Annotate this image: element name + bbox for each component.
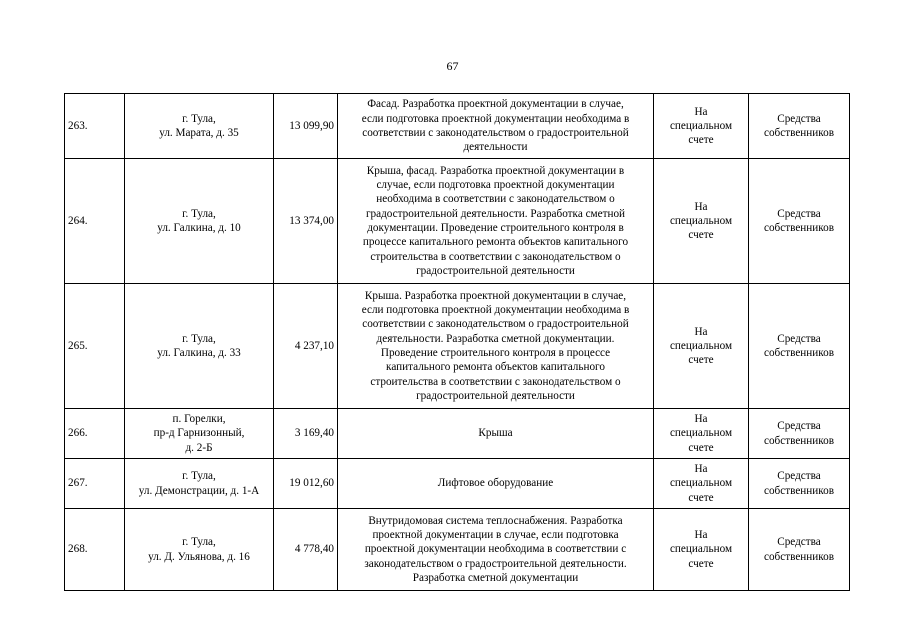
funding-source-cell [749, 159, 850, 284]
account-cell [654, 284, 749, 409]
funding-source-cell [749, 284, 850, 409]
funding-source-cell-line: собственников [764, 222, 834, 234]
account-cell-line: специальном [669, 427, 733, 440]
work-description-cell-line: Лифтовое оборудование [437, 477, 554, 490]
work-description-cell-line: проектной документации необходима в соответствии с [364, 543, 627, 556]
page-number: 67 [446, 59, 459, 73]
work-description-cell-line: проектной документации в случае, если подготовка [372, 529, 619, 542]
work-description-cell-line: документации. Проведение строительного контроля в [367, 222, 624, 234]
funding-source-cell [749, 94, 850, 159]
work-description-cell-line: градостроительной деятельности [416, 389, 575, 402]
account-cell-line: На [694, 325, 708, 338]
account-cell [654, 459, 749, 509]
address-cell-line: ул. Марата, д. 35 [159, 127, 239, 139]
work-description-cell [338, 459, 654, 509]
work-description-cell-line: если подготовка проектной документации необходима в [361, 112, 630, 125]
address-cell-line: ул. Галкина, д. 10 [157, 222, 241, 234]
funding-source-cell-line: собственников [764, 484, 834, 497]
address-cell [125, 94, 274, 159]
address-cell [125, 509, 274, 591]
sum-cell: 13 374,00 [274, 159, 338, 284]
account-cell-line: счете [688, 557, 714, 570]
table-row [65, 284, 850, 409]
work-description-cell-line: Крыша [478, 427, 513, 440]
work-description-cell-line: градостроительной деятельности. Разработка сметной [365, 207, 626, 220]
address-cell-line: д. 2-Б [185, 441, 213, 454]
funding-source-cell-line: собственников [764, 434, 834, 447]
funding-source-cell [749, 459, 850, 509]
address-cell-line: г. Тула, [182, 470, 216, 483]
account-cell [654, 509, 749, 591]
address-cell-line: г. Тула, [182, 112, 216, 125]
account-cell-line: На [694, 463, 708, 476]
address-cell [125, 284, 274, 409]
work-description-cell [338, 509, 654, 591]
table-row [65, 159, 850, 284]
row-number-cell: 263. [65, 94, 125, 159]
work-description-cell-line: строительства в соответствии с законодательством о [370, 250, 621, 263]
address-cell-line: п. Горелки, [172, 413, 226, 426]
work-description-cell-line: Крыша. Разработка проектной документации в случае, [364, 289, 627, 302]
funding-source-cell-line: собственников [764, 127, 834, 139]
funding-source-cell-line: Средства [777, 207, 821, 220]
account-cell-line: счете [688, 134, 714, 147]
address-cell [125, 159, 274, 284]
address-cell-line: пр-д Гарнизонный, [153, 427, 245, 440]
account-cell-line: специальном [669, 119, 733, 132]
work-description-cell-line: законодательством о градостроительной деятельности. [364, 557, 627, 570]
funding-source-cell-line: собственников [764, 347, 834, 359]
work-description-cell [338, 409, 654, 459]
work-description-cell-line: Проведение строительного контроля в процессе [380, 347, 611, 359]
account-cell-line: специальном [669, 543, 733, 556]
account-cell-line: На [694, 529, 708, 542]
work-description-cell-line: Разработка сметной документации [412, 571, 579, 584]
work-description-cell-line: деятельности [463, 141, 528, 154]
account-cell-line: На [694, 413, 708, 426]
address-cell-line: г. Тула, [182, 332, 216, 345]
table-row [65, 459, 850, 509]
account-cell-line: счете [688, 354, 714, 367]
account-cell-line: счете [688, 229, 714, 242]
work-description-cell [338, 284, 654, 409]
address-cell-line: ул. Демонстрации, д. 1-А [138, 484, 260, 497]
account-cell-line: счете [688, 491, 714, 504]
work-description-cell-line: строительства в соответствии с законодательством о [370, 375, 621, 388]
registry-table-body [65, 94, 850, 591]
account-cell [654, 94, 749, 159]
table-row [65, 509, 850, 591]
work-description-cell-line: Внутридомовая система теплоснабжения. Разработка [368, 514, 623, 527]
row-number-cell: 267. [65, 459, 125, 509]
work-description-cell-line: необходима в соответствии с законодательством о [376, 193, 615, 206]
funding-source-cell-line: Средства [777, 420, 821, 433]
sum-cell: 4 778,40 [274, 509, 338, 591]
work-description-cell-line: градостроительной деятельности [416, 264, 575, 277]
registry-table [64, 93, 850, 591]
row-number-cell: 268. [65, 509, 125, 591]
address-cell-line: г. Тула, [182, 207, 216, 220]
table-row [65, 409, 850, 459]
account-cell [654, 409, 749, 459]
address-cell-line: г. Тула, [182, 536, 216, 549]
account-cell-line: На [694, 200, 708, 213]
account-cell-line: специальном [669, 477, 733, 490]
work-description-cell-line: Фасад. Разработка проектной документации в случае, [367, 98, 624, 111]
work-description-cell-line: деятельности. Разработка сметной документации. [376, 332, 615, 345]
sum-cell: 19 012,60 [274, 459, 338, 509]
address-cell [125, 459, 274, 509]
work-description-cell-line: соответствии с законодательством о градостроительной [362, 318, 629, 331]
funding-source-cell-line: Средства [777, 536, 821, 549]
sum-cell: 3 169,40 [274, 409, 338, 459]
row-number-cell: 266. [65, 409, 125, 459]
work-description-cell-line: капитального ремонта объектов капитального [386, 361, 605, 374]
row-number-cell: 264. [65, 159, 125, 284]
account-cell [654, 159, 749, 284]
funding-source-cell-line: Средства [777, 470, 821, 483]
account-cell-line: специальном [669, 339, 733, 352]
funding-source-cell-line: Средства [777, 112, 821, 125]
funding-source-cell [749, 409, 850, 459]
address-cell [125, 409, 274, 459]
work-description-cell [338, 94, 654, 159]
account-cell-line: специальном [669, 214, 733, 227]
table-row [65, 94, 850, 159]
work-description-cell [338, 159, 654, 284]
work-description-cell-line: случае, если подготовка проектной документации [376, 179, 615, 192]
funding-source-cell-line: Средства [777, 332, 821, 345]
account-cell-line: На [694, 105, 708, 118]
address-cell-line: ул. Галкина, д. 33 [157, 347, 241, 359]
account-cell-line: счете [688, 441, 714, 454]
work-description-cell-line: процессе капитального ремонта объектов капитального [362, 236, 629, 249]
address-cell-line: ул. Д. Ульянова, д. 16 [148, 550, 250, 563]
work-description-cell-line: соответствии с законодательством о градостроительной [362, 127, 629, 139]
funding-source-cell [749, 509, 850, 591]
work-description-cell-line: если подготовка проектной документации необходима в [361, 304, 630, 317]
sum-cell: 4 237,10 [274, 284, 338, 409]
work-description-cell-line: Крыша, фасад. Разработка проектной документации в [366, 164, 625, 177]
funding-source-cell-line: собственников [764, 550, 834, 563]
row-number-cell: 265. [65, 284, 125, 409]
sum-cell: 13 099,90 [274, 94, 338, 159]
